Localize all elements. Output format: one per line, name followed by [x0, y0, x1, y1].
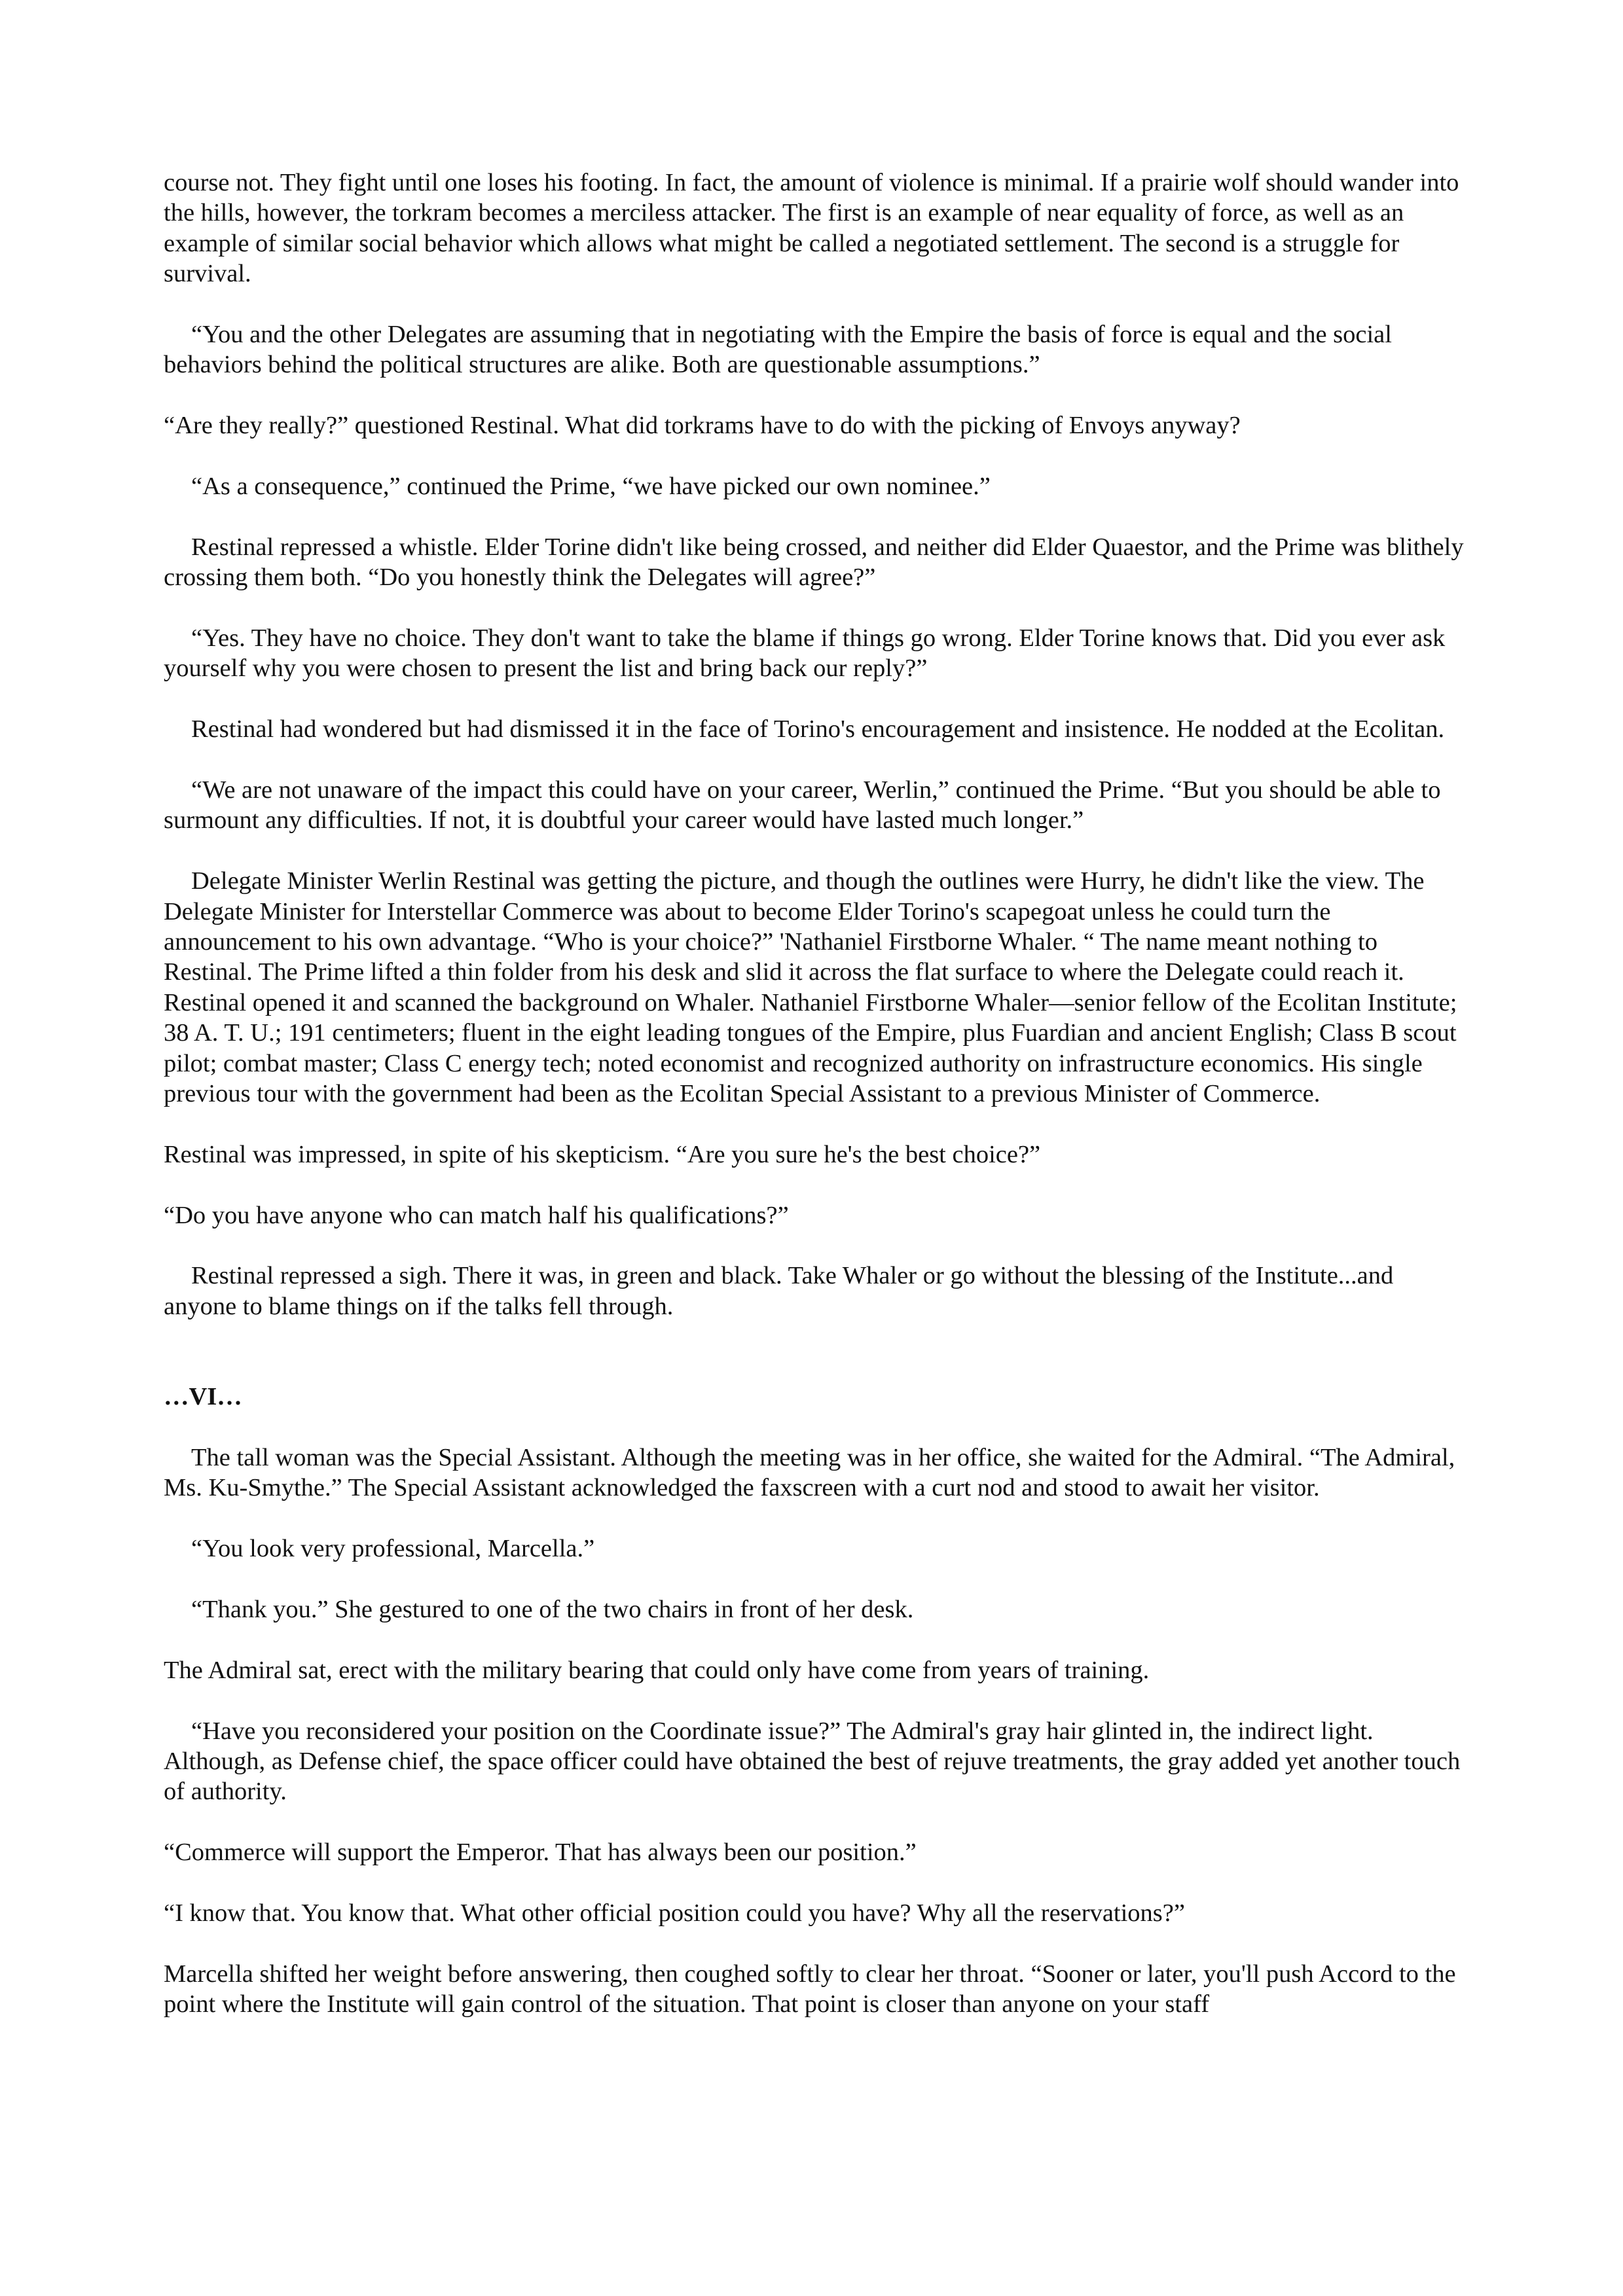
paragraph: “Commerce will support the Emperor. That has always been our position.” [164, 1839, 917, 1867]
paragraph: “Thank you.” She gestured to one of the two chairs in front of her desk. [191, 1596, 914, 1624]
paragraph: course not. They fight until one loses his footing. In fact, the amount of violence is minimal. If a prairie wolf should wander into the hills, however, the torkram becomes a merciless attacker. The first is an example of near equality of force, as well as an example of similar social behavior which allows what might be called a negotiated settlement. The second is a struggle for survival. [164, 169, 1459, 288]
paragraph: “Have you reconsidered your position on the Coordinate issue?” The Admiral's gray hair glinted in, the indirect light. Although, as Defense chief, the space officer could have obtained the best of rejuve treatments, the gray added yet another touch of authority. [164, 1717, 1461, 1806]
paragraph: Restinal repressed a sigh. There it was, in green and black. Take Whaler or go without the blessing of the Institute...and anyone to blame things on if the talks fell through. [164, 1262, 1394, 1320]
paragraph: Restinal was impressed, in spite of his skepticism. “Are you sure he's the best choice?” [164, 1140, 1041, 1168]
paragraph: The tall woman was the Special Assistant. Although the meeting was in her office, she waited for the Admiral. “The Admiral, Ms. Ku-Smythe.” The Special Assistant acknowledged the faxscreen with a curt nod and stood to await her visitor. [164, 1444, 1455, 1502]
section-heading: …VI… [164, 1383, 242, 1411]
paragraph: Marcella shifted her weight before answering, then coughed softly to clear her throat. “Sooner or later, you'll push Accord to the point where the Institute will gain control of the situation. That point is closer than anyone on your staff [164, 1960, 1456, 2018]
paragraph: “We are not unaware of the impact this could have on your career, Werlin,” continued the Prime. “But you should be able to surmount any difficulties. If not, it is doubtful your career would have lasted much longer.” [164, 776, 1441, 834]
paragraph: “You look very professional, Marcella.” [191, 1535, 595, 1563]
paragraph: “Are they really?” questioned Restinal. What did torkrams have to do with the picking of Envoys anyway? [164, 412, 1241, 440]
paragraph: “As a consequence,” continued the Prime, “we have picked our own nominee.” [191, 473, 991, 501]
paragraph: Restinal had wondered but had dismissed it in the face of Torino's encouragement and insistence. He nodded at the Ecolitan. [191, 715, 1445, 744]
paragraph: Restinal repressed a whistle. Elder Torine didn't like being crossed, and neither did Elder Quaestor, and the Prime was blithely crossing them both. “Do you honestly think the Delegates will agree?” [164, 533, 1464, 592]
paragraph: “Yes. They have no choice. They don't want to take the blame if things go wrong. Elder Torine knows that. Did you ever ask yourself why you were chosen to present the list and bring back our reply?” [164, 624, 1446, 683]
document-page [164, 168, 1467, 2050]
paragraph: “Do you have anyone who can match half his qualifications?” [164, 1201, 789, 1229]
paragraph: Delegate Minister Werlin Restinal was getting the picture, and though the outlines were Hurry, he didn't like the view. The Delegate Minister for Interstellar Commerce was about to become Elder Torino's scapegoat unless he could turn the announcement to his own advantage. “Who is your choice?” 'Nathaniel Firstborne Whaler. “ The name meant nothing to Restinal. The Prime lifted a thin folder from his desk and slid it across the flat surface to where the Delegate could reach it. Restinal opened it and scanned the background on Whaler. Nathaniel Firstborne Whaler—senior fellow of the Ecolitan Institute; 38 A. T. U.; 191 centimeters; fluent in the eight leading tongues of the Empire, plus Fuardian and ancient English; Class B scout pilot; combat master; Class C energy tech; noted economist and recognized authority on infrastructure economics. His single previous tour with the government had been as the Ecolitan Special Assistant to a previous Minister of Commerce. [164, 867, 1457, 1108]
paragraph: “I know that. You know that. What other official position could you have? Why all the reservations?” [164, 1899, 1185, 1928]
paragraph: “You and the other Delegates are assuming that in negotiating with the Empire the basis of force is equal and the social behaviors behind the political structures are alike. Both are questionable assumptions.” [164, 321, 1392, 379]
paragraph: The Admiral sat, erect with the military bearing that could only have come from years of training. [164, 1656, 1150, 1684]
